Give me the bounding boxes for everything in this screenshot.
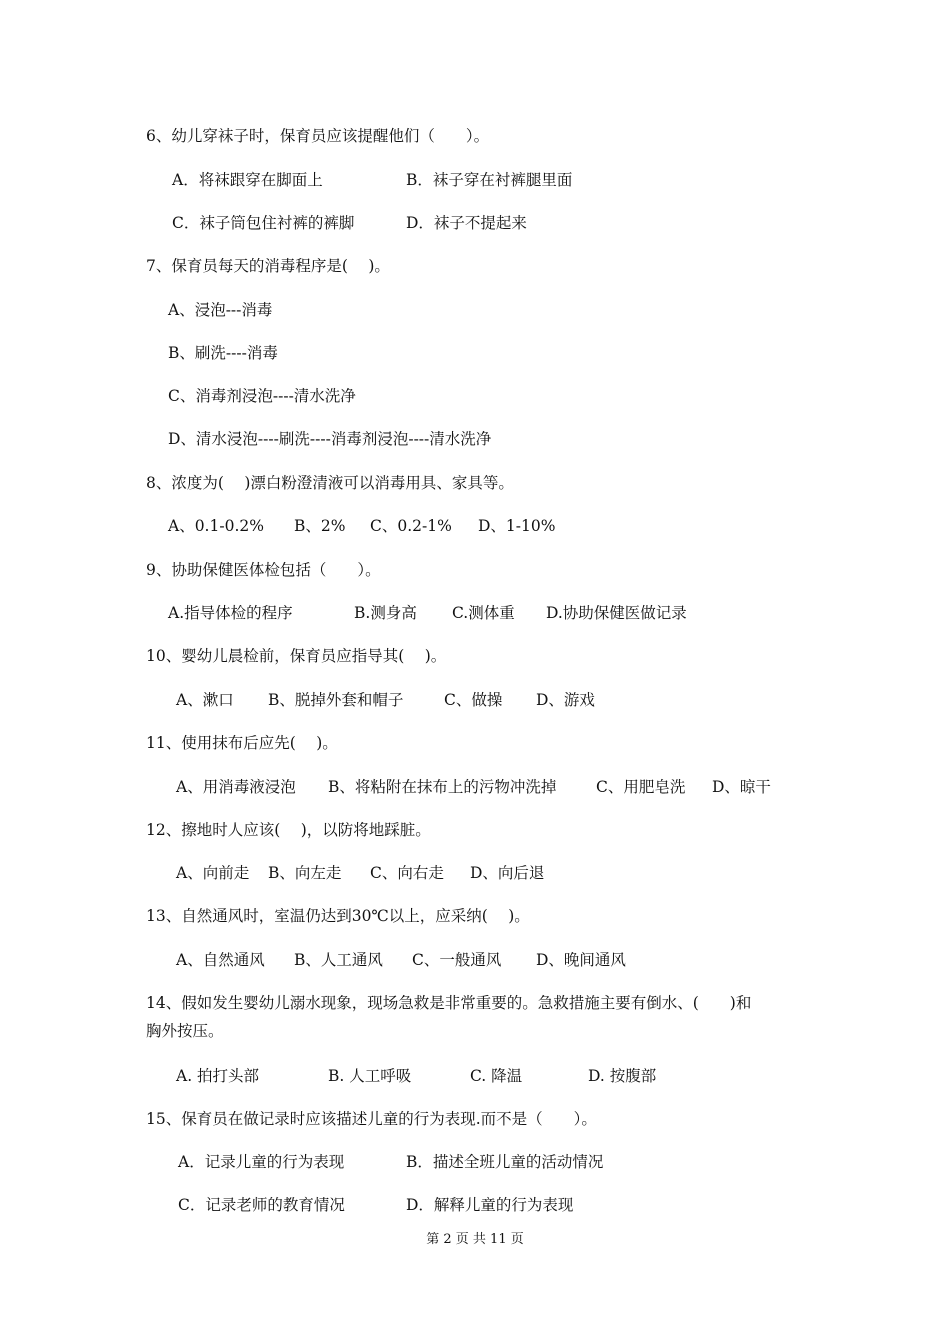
question-8-option-b: B、2%	[294, 517, 346, 535]
question-15-option-b: B．描述全班儿童的活动情况	[406, 1153, 604, 1171]
question-10-option-a: A、漱口	[176, 691, 234, 709]
question-9-option-b: B.测身高	[354, 604, 417, 622]
question-12-option-b: B、向左走	[268, 864, 342, 882]
question-9-option-d: D.协助保健医做记录	[546, 604, 687, 622]
question-11-option-c: C、用肥皂洗	[596, 778, 686, 796]
question-11-option-a: A、用消毒液浸泡	[176, 778, 296, 796]
question-12-option-c: C、向右走	[370, 864, 444, 882]
question-8-option-d: D、1-10%	[478, 517, 556, 535]
question-11-option-d: D、晾干	[712, 778, 771, 796]
question-10-option-b: B、脱掉外套和帽子	[268, 691, 404, 709]
question-9-option-c: C.测体重	[452, 604, 515, 622]
question-8-option-c: C、0.2-1%	[370, 517, 452, 535]
question-13-option-d: D、晚间通风	[536, 951, 626, 969]
question-10-option-d: D、游戏	[536, 691, 595, 709]
question-8-stem: 8、浓度为( )漂白粉澄清液可以消毒用具、家具等。	[146, 474, 514, 492]
question-12-option-d: D、向后退	[470, 864, 545, 882]
question-13-option-c: C、一般通风	[412, 951, 502, 969]
question-13-stem: 13、自然通风时，室温仍达到30℃以上，应采纳( )。	[146, 907, 530, 925]
question-6-stem: 6、幼儿穿袜子时，保育员应该提醒他们（ ）。	[146, 127, 490, 145]
page-number-footer: 第 2 页 共 11 页	[426, 1232, 524, 1247]
question-7-stem: 7、保育员每天的消毒程序是( )。	[146, 257, 390, 275]
question-7-option-d: D、清水浸泡----刷洗----消毒剂浸泡----清水洗净	[168, 430, 492, 448]
question-9-option-a: A.指导体检的程序	[168, 604, 293, 622]
question-6-option-d: D．袜子不提起来	[406, 214, 527, 232]
question-13-option-a: A、自然通风	[176, 951, 265, 969]
question-15-option-a: A．记录儿童的行为表现	[178, 1153, 345, 1171]
question-6-option-c: C．袜子筒包住衬裤的裤脚	[172, 214, 355, 232]
question-15-option-d: D．解释儿童的行为表现	[406, 1196, 574, 1214]
question-14-option-c: C. 降温	[470, 1067, 523, 1085]
question-14-stem-line-1: 14、假如发生婴幼儿溺水现象，现场急救是非常重要的。急救措施主要有倒水、( )和	[146, 994, 752, 1012]
question-12-stem: 12、擦地时人应该( )，以防将地踩脏。	[146, 821, 431, 839]
question-11-stem: 11、使用抹布后应先( )。	[146, 734, 338, 752]
question-7-option-a: A、浸泡---消毒	[168, 301, 273, 319]
question-12-option-a: A、向前走	[176, 864, 250, 882]
question-7-option-b: B、刷洗----消毒	[168, 344, 278, 362]
question-7-option-c: C、消毒剂浸泡----清水洗净	[168, 387, 356, 405]
question-15-option-c: C．记录老师的教育情况	[178, 1196, 345, 1214]
question-6-option-b: B．袜子穿在衬裤腿里面	[406, 171, 573, 189]
question-9-stem: 9、协助保健医体检包括（ ）。	[146, 561, 381, 579]
question-10-option-c: C、做操	[444, 691, 503, 709]
question-14-option-d: D. 按腹部	[588, 1067, 657, 1085]
question-13-option-b: B、人工通风	[294, 951, 383, 969]
question-14-option-a: A. 拍打头部	[176, 1067, 260, 1085]
question-8-option-a: A、0.1-0.2%	[168, 517, 264, 535]
question-11-option-b: B、将粘附在抹布上的污物冲洗掉	[328, 778, 557, 796]
question-14-stem-line-2: 胸外按压。	[146, 1022, 224, 1040]
question-14-option-b: B. 人工呼吸	[328, 1067, 412, 1085]
question-10-stem: 10、婴幼儿晨检前，保育员应指导其( )。	[146, 647, 447, 665]
question-6-option-a: A．将袜跟穿在脚面上	[172, 171, 323, 189]
question-15-stem: 15、保育员在做记录时应该描述儿童的行为表现.而不是（ ）。	[146, 1110, 597, 1128]
